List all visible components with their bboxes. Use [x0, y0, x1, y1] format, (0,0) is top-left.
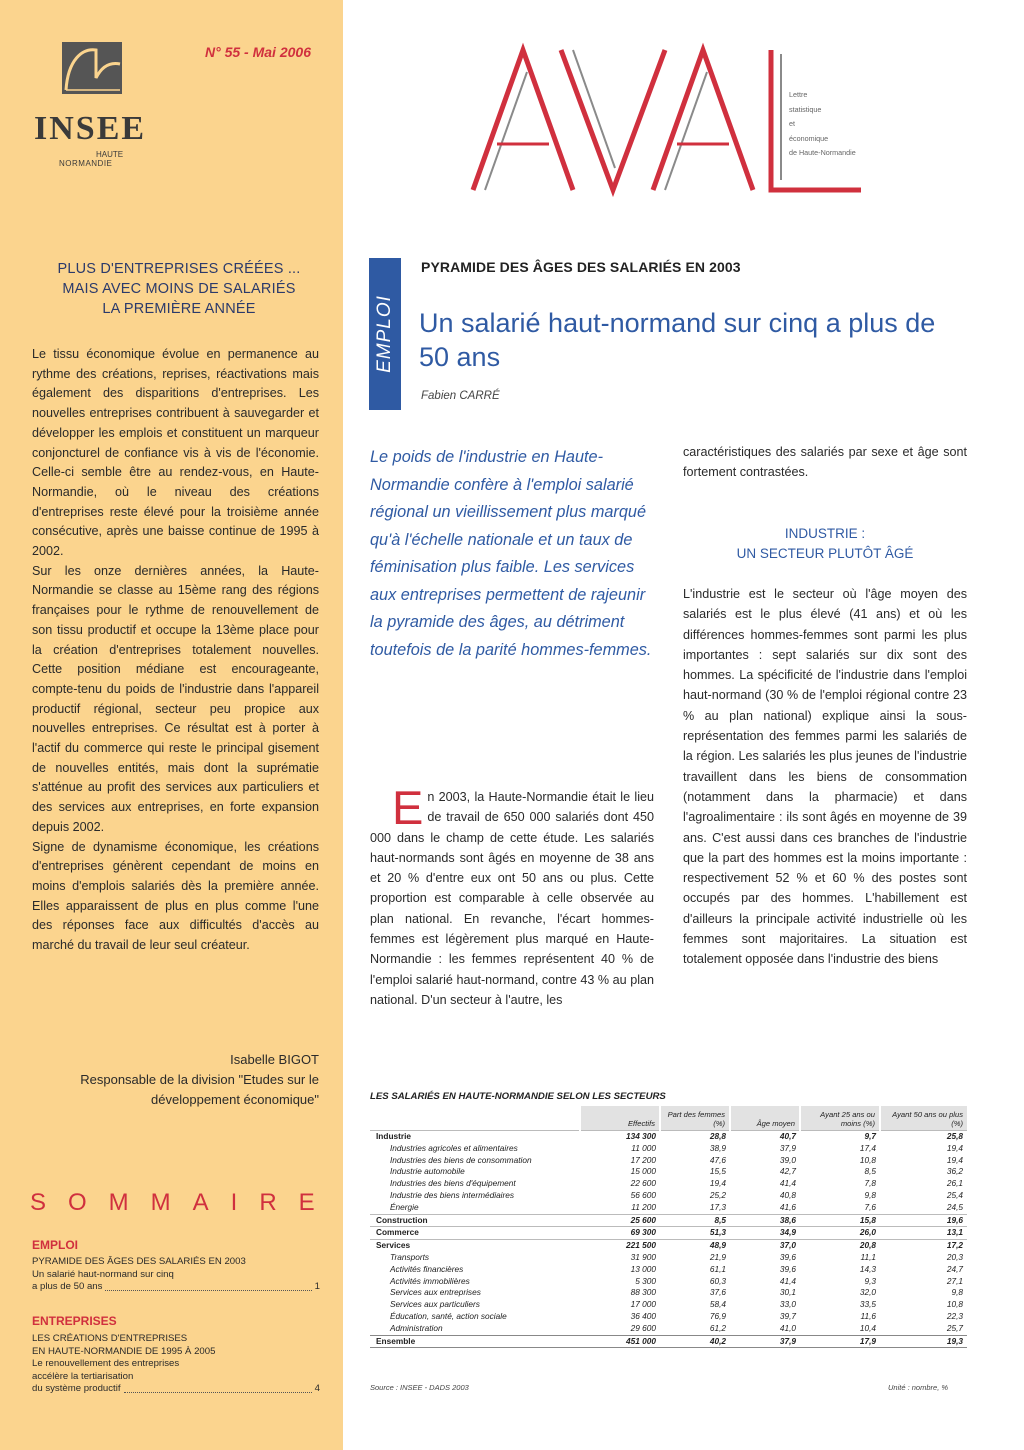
- table-cell: 41,6: [779, 1201, 796, 1212]
- insee-sub-haute: HAUTE: [96, 150, 124, 159]
- table-row: [370, 1299, 967, 1311]
- table-cell: 19,4: [946, 1142, 963, 1153]
- table-cell: 19,4: [709, 1178, 726, 1189]
- table-header: Âge moyen: [730, 1106, 800, 1131]
- table-row: [370, 1264, 967, 1276]
- row-label: Ensemble: [376, 1335, 416, 1346]
- table-cell: 11,6: [860, 1310, 876, 1321]
- table-cell: 17,2: [946, 1240, 963, 1251]
- table-header: Effectifs: [580, 1106, 660, 1131]
- sommaire-entry-emploi[interactable]: [32, 1256, 320, 1294]
- row-label: Industrie des biens intermédiaires: [390, 1189, 515, 1200]
- sommaire-line: Le renouvellement des entreprises: [32, 1358, 180, 1369]
- section-tag: [369, 258, 401, 410]
- article-column-1: [370, 781, 654, 1010]
- table-cell: 36 400: [630, 1310, 656, 1321]
- table-cell: 29 600: [630, 1322, 656, 1333]
- signature-role: Responsable de la division "Etudes sur le développement économique": [80, 1072, 319, 1107]
- table-row: [370, 1276, 967, 1288]
- table-row: [370, 1335, 967, 1348]
- table-cell: 26,0: [859, 1227, 876, 1238]
- table-cell: 38,9: [709, 1142, 726, 1153]
- table-cell: 56 600: [630, 1189, 656, 1200]
- table-cell: 24,5: [946, 1201, 963, 1212]
- table-cell: 9,8: [951, 1287, 963, 1298]
- table-cell: 10,8: [946, 1299, 963, 1310]
- insee-sub-normandie: NORMANDIE: [59, 159, 113, 168]
- table-header-row: [370, 1106, 967, 1131]
- article-column-2-top: caractéristiques des salariés par sexe et âge sont fortement contrastées.: [683, 445, 967, 480]
- row-label: Industries des biens de consommation: [390, 1154, 532, 1165]
- table-cell: 19,4: [946, 1154, 963, 1165]
- subhead-line: INDUSTRIE :: [784, 526, 866, 541]
- aval-description: [789, 88, 856, 161]
- signature-name: Isabelle BIGOT: [230, 1052, 319, 1067]
- drop-cap: E: [392, 781, 424, 834]
- sommaire-row: [32, 1281, 320, 1294]
- table-cell: 17 000: [630, 1299, 656, 1310]
- table-cell: 10,8: [859, 1154, 876, 1165]
- table-cell: 11,1: [860, 1251, 876, 1262]
- table-cell: 37,0: [779, 1240, 796, 1251]
- row-label: Industries agricoles et alimentaires: [390, 1142, 518, 1153]
- table-cell: 8,5: [864, 1166, 876, 1177]
- aval-desc-line: Lettre: [789, 90, 808, 99]
- table-row: [370, 1252, 967, 1264]
- table-cell: 14,3: [859, 1263, 876, 1274]
- row-label: Commerce: [376, 1227, 419, 1238]
- table-row: [370, 1240, 967, 1252]
- table-row: [370, 1202, 967, 1214]
- table-cell: 17,9: [859, 1335, 876, 1346]
- table-row: [370, 1131, 967, 1143]
- subhead-line: UN SECTEUR PLUTÔT ÂGÉ: [736, 546, 914, 561]
- table-cell: 33,5: [859, 1299, 876, 1310]
- aval-desc-line: économique: [789, 133, 829, 143]
- table-cell: 25,8: [946, 1131, 963, 1141]
- insee-logo-icon: [60, 40, 124, 96]
- table-row: [370, 1143, 967, 1155]
- issue-number: N° 55 - Mai 2006: [205, 44, 311, 60]
- sector-table: [370, 1106, 967, 1348]
- edito-title-line: LA PREMIÈRE ANNÉE: [102, 301, 256, 317]
- sidebar: [0, 0, 343, 1450]
- edito-title: [40, 259, 318, 319]
- article-author: Fabien CARRÉ: [421, 390, 500, 402]
- sommaire-title: SOMMAIRE: [30, 1189, 337, 1216]
- table-cell: 7,8: [864, 1178, 876, 1189]
- row-label: Construction: [376, 1214, 428, 1225]
- table-cell: 37,6: [709, 1287, 726, 1298]
- row-label: Activités immobilières: [390, 1275, 470, 1286]
- row-label: Industrie automobile: [390, 1166, 465, 1177]
- table-cell: 134 300: [626, 1131, 656, 1141]
- row-label: Transports: [390, 1251, 430, 1262]
- table-row: [370, 1166, 967, 1178]
- table-cell: 5 300: [635, 1275, 656, 1286]
- sommaire-section-emploi[interactable]: EMPLOI: [32, 1238, 79, 1252]
- row-label: Services aux particuliers: [390, 1299, 480, 1310]
- table-cell: 61,1: [709, 1263, 726, 1274]
- sommaire-page: 4: [314, 1383, 320, 1394]
- table-cell: 26,1: [946, 1178, 963, 1189]
- table-cell: 10,4: [859, 1322, 876, 1333]
- table-cell: 15 000: [630, 1166, 656, 1177]
- table-cell: 21,9: [709, 1251, 726, 1262]
- table-header: Ayant 50 ans ou plus (%): [880, 1106, 967, 1131]
- table-row: [370, 1190, 967, 1202]
- table-cell: 25,2: [709, 1189, 726, 1200]
- aval-desc-line: statistique: [789, 104, 822, 114]
- table-cell: 25 600: [630, 1214, 656, 1225]
- sommaire-line: a plus de 50 ans: [32, 1281, 103, 1292]
- insee-wordmark: INSEE: [34, 110, 147, 147]
- table-row: [370, 1323, 967, 1335]
- table-cell: 9,3: [864, 1275, 876, 1286]
- table-cell: 40,7: [779, 1131, 796, 1141]
- table-cell: 61,2: [709, 1322, 726, 1333]
- sommaire-entry-entreprises[interactable]: [32, 1333, 320, 1396]
- table-cell: 47,6: [709, 1154, 726, 1165]
- table-cell: 69 300: [630, 1227, 656, 1238]
- edito-title-line: MAIS AVEC MOINS DE SALARIÉS: [62, 281, 296, 297]
- table-cell: 221 500: [626, 1240, 656, 1251]
- table-title: LES SALARIÉS EN HAUTE-NORMANDIE SELON LES SECTEURS: [370, 1091, 666, 1102]
- sommaire-kicker: LES CRÉATIONS D'ENTREPRISES: [32, 1333, 188, 1344]
- edito-body: [32, 345, 319, 956]
- table-cell: 38,6: [779, 1214, 796, 1225]
- table-cell: 88 300: [630, 1287, 656, 1298]
- table-cell: 13,1: [946, 1227, 963, 1238]
- table-cell: 41,4: [779, 1275, 796, 1286]
- table-cell: 27,1: [946, 1275, 963, 1286]
- table-cell: 13 000: [630, 1263, 656, 1274]
- table-cell: 17,3: [709, 1201, 726, 1212]
- leader-dots: [105, 1290, 311, 1291]
- table-cell: 11 200: [631, 1201, 656, 1212]
- table-cell: 7,6: [864, 1201, 876, 1212]
- table-cell: 25,7: [946, 1322, 963, 1333]
- table-header: Ayant 25 ans ou moins (%): [800, 1106, 880, 1131]
- table-cell: 40,2: [709, 1335, 726, 1346]
- table-cell: 41,0: [779, 1322, 796, 1333]
- table-cell: 76,9: [709, 1310, 726, 1321]
- table-cell: 11 000: [631, 1142, 656, 1153]
- aval-desc-line: de Haute-Normandie: [789, 148, 856, 157]
- aval-title: AVAL: [665, 198, 668, 199]
- sommaire-line: Un salarié haut-normand sur cinq: [32, 1268, 174, 1280]
- table-cell: 19,6: [946, 1214, 963, 1225]
- row-label: Activités financières: [390, 1263, 464, 1274]
- table-cell: 32,0: [859, 1287, 876, 1298]
- insee-logo: [34, 40, 147, 170]
- table-cell: 39,6: [779, 1251, 796, 1262]
- table-cell: 20,8: [859, 1240, 876, 1251]
- table-row: [370, 1287, 967, 1299]
- article-headline: Un salarié haut-normand sur cinq a plus de 50 ans: [419, 308, 936, 372]
- sommaire-row: [32, 1383, 320, 1396]
- table-cell: 36,2: [946, 1166, 963, 1177]
- table-cell: 17,4: [859, 1142, 876, 1153]
- table-header: Part des femmes (%): [660, 1106, 730, 1131]
- table-cell: 33,0: [779, 1299, 796, 1310]
- table-cell: 42,7: [779, 1166, 796, 1177]
- row-label: Administration: [390, 1322, 443, 1333]
- row-label: Énergie: [390, 1201, 419, 1212]
- table-cell: 39,0: [779, 1154, 796, 1165]
- edito-paragraph: Sur les onze dernières années, la Haute-Normandie se classe au 15ème rang des régions françaises pour le rythme de renouvellement de son tissu productif et occupe la 13ème place pour la création d'entreprises totalement nouvelles. Cette position médiane est encourageante, compte-tenu du poids de l'industrie dans l'appareil productif régional, secteur peu propice aux nouvelles entreprises. Ce résultat est à porter à l'actif du commerce qui reste le principal gisement de nouvelles entités, mais dont la suprématie s'atténue au profit des services aux particuliers et des services aux entreprises, en forte expansion depuis 2002.: [32, 563, 319, 834]
- article-column-2: L'industrie est le secteur où l'âge moyen des salariés est le plus élevé (41 ans) et où les différences hommes-femmes sont parmi les plus importantes : sept salariés sur dix sont des hommes. La spécificité de l'industrie dans l'emploi haut-normand (30 % de l'emploi régional contre 23 % au plan national) explique ainsi la sous-représentation des femmes parmi les salariés de la région. Les salariés les plus jeunes de l'industrie travaillent dans les biens de consommation (notamment dans la pharmacie) et dans l'agroalimentaire : ils sont âgés en moyenne de 39 ans. C'est aussi dans ces branches de l'industrie que la part des hommes est la moins importante : respectivement 52 % et 60 % des postes sont occupés par des hommes. L'habillement est d'ailleurs la principale activité industrielle où les femmes sont majoritaires. La situation est totalement opposée dans l'industrie des biens: [683, 587, 967, 967]
- sommaire-line: accélère la tertiarisation: [32, 1370, 134, 1382]
- edito-title-line: PLUS D'ENTREPRISES CRÉÉES ...: [57, 261, 301, 277]
- edito-signature: [40, 1050, 319, 1110]
- article-subhead: [683, 524, 967, 564]
- table-cell: 9,8: [864, 1189, 876, 1200]
- table-cell: 22 600: [630, 1178, 656, 1189]
- article-text: n 2003, la Haute-Normandie était le lieu de travail de 650 000 salariés dont 450 000 dans le champ de cette étude. Les salariés haut-normands sont âgés en moyenne de 38 ans et 20 % d'entre eux ont 50 ans ou plus. Cette proportion est comparable à celle observée au plan national. En revanche, l'écart hommes-femmes est légèrement plus marqué en Haute-Normandie : les femmes représentent 40 % de l'emploi salarié haut-normand, contre 43 % au plan national. D'un secteur à l'autre, les: [370, 790, 654, 1007]
- table-row: [370, 1214, 967, 1227]
- table-cell: 17 200: [630, 1154, 656, 1165]
- table-cell: 39,6: [779, 1263, 796, 1274]
- section-label: EMPLOI: [374, 295, 395, 373]
- table-cell: 451 000: [626, 1335, 656, 1346]
- table-cell: 60,3: [709, 1275, 726, 1286]
- table-cell: 37,9: [779, 1142, 796, 1153]
- sommaire-section-entreprises[interactable]: ENTREPRISES: [32, 1314, 117, 1328]
- table-cell: 41,4: [779, 1178, 796, 1189]
- sommaire-kicker: EN HAUTE-NORMANDIE DE 1995 À 2005: [32, 1345, 216, 1357]
- table-cell: 40,8: [779, 1189, 796, 1200]
- table-header: [370, 1106, 580, 1131]
- table-cell: 9,7: [864, 1131, 876, 1141]
- table-cell: 15,8: [859, 1214, 876, 1225]
- row-label: Industrie: [376, 1131, 412, 1141]
- table-cell: 28,8: [709, 1131, 726, 1141]
- table-row: [370, 1311, 967, 1323]
- edito-paragraph: Le tissu économique évolue en permanence au rythme des créations, reprises, réactivations mais également des disparitions d'entreprises. Les nouvelles entreprises contribuent à sauvegarder et développer les emplois et constituent un marqueur conjoncturel de confiance vis à vis de l'économie. Celle-ci semble être au rendez-vous, en Haute-Normandie, où le niveau des créations d'entreprises reste élevé pour la troisième année consécutive, après une baisse continue de 1995 à 2002.: [32, 347, 319, 559]
- table-row: [370, 1178, 967, 1190]
- row-label: Services: [376, 1240, 411, 1251]
- table-cell: 39,7: [779, 1310, 796, 1321]
- row-label: Industries des biens d'équipement: [390, 1178, 516, 1189]
- table-cell: 15,5: [709, 1166, 726, 1177]
- table-cell: 37,9: [779, 1335, 796, 1346]
- table-cell: 30,1: [779, 1287, 796, 1298]
- row-label: Éducation, santé, action sociale: [390, 1310, 507, 1321]
- table-cell: 19,3: [946, 1335, 963, 1346]
- table-cell: 22,3: [946, 1310, 963, 1321]
- table-cell: 31 900: [630, 1251, 656, 1262]
- table-cell: 51,3: [709, 1227, 726, 1238]
- table-cell: 34,9: [779, 1227, 796, 1238]
- edito-paragraph: Signe de dynamisme économique, les créations d'entreprises génèrent cependant de moins en moins d'emplois salariés dès la première année. Elles apparaissent de plus en plus comme l'une des réponses face aux difficultés d'accès au marché du travail de leur seul créateur.: [32, 839, 319, 953]
- table-source: Source : INSEE - DADS 2003: [370, 1383, 469, 1392]
- table-cell: 25,4: [946, 1189, 963, 1200]
- sommaire-page: 1: [314, 1281, 320, 1292]
- table-cell: 48,9: [709, 1240, 726, 1251]
- row-label: Services aux entreprises: [390, 1287, 481, 1298]
- article-kicker: PYRAMIDE DES ÂGES DES SALARIÉS EN 2003: [421, 259, 741, 275]
- table-row: [370, 1155, 967, 1167]
- table-cell: 58,4: [709, 1299, 726, 1310]
- leader-dots: [124, 1392, 312, 1393]
- table-row: [370, 1227, 967, 1240]
- sommaire-line: du système productif: [32, 1383, 121, 1394]
- table-unit: Unité : nombre, %: [888, 1383, 949, 1392]
- article-lead: Le poids de l'industrie en Haute-Normandie confère à l'emploi salarié régional un vieillissement plus marqué qu'à l'échelle nationale et un taux de féminisation plus faible. Les services aux entreprises permettent de rajeunir la pyramide des âges, au détriment toutefois de la parité hommes-femmes.: [370, 448, 652, 659]
- table-cell: 20,3: [946, 1251, 963, 1262]
- table-cell: 24,7: [946, 1263, 963, 1274]
- table-cell: 8,5: [714, 1214, 726, 1225]
- aval-desc-line: et: [789, 119, 795, 128]
- sommaire-kicker: PYRAMIDE DES ÂGES DES SALARIÉS EN 2003: [32, 1256, 246, 1267]
